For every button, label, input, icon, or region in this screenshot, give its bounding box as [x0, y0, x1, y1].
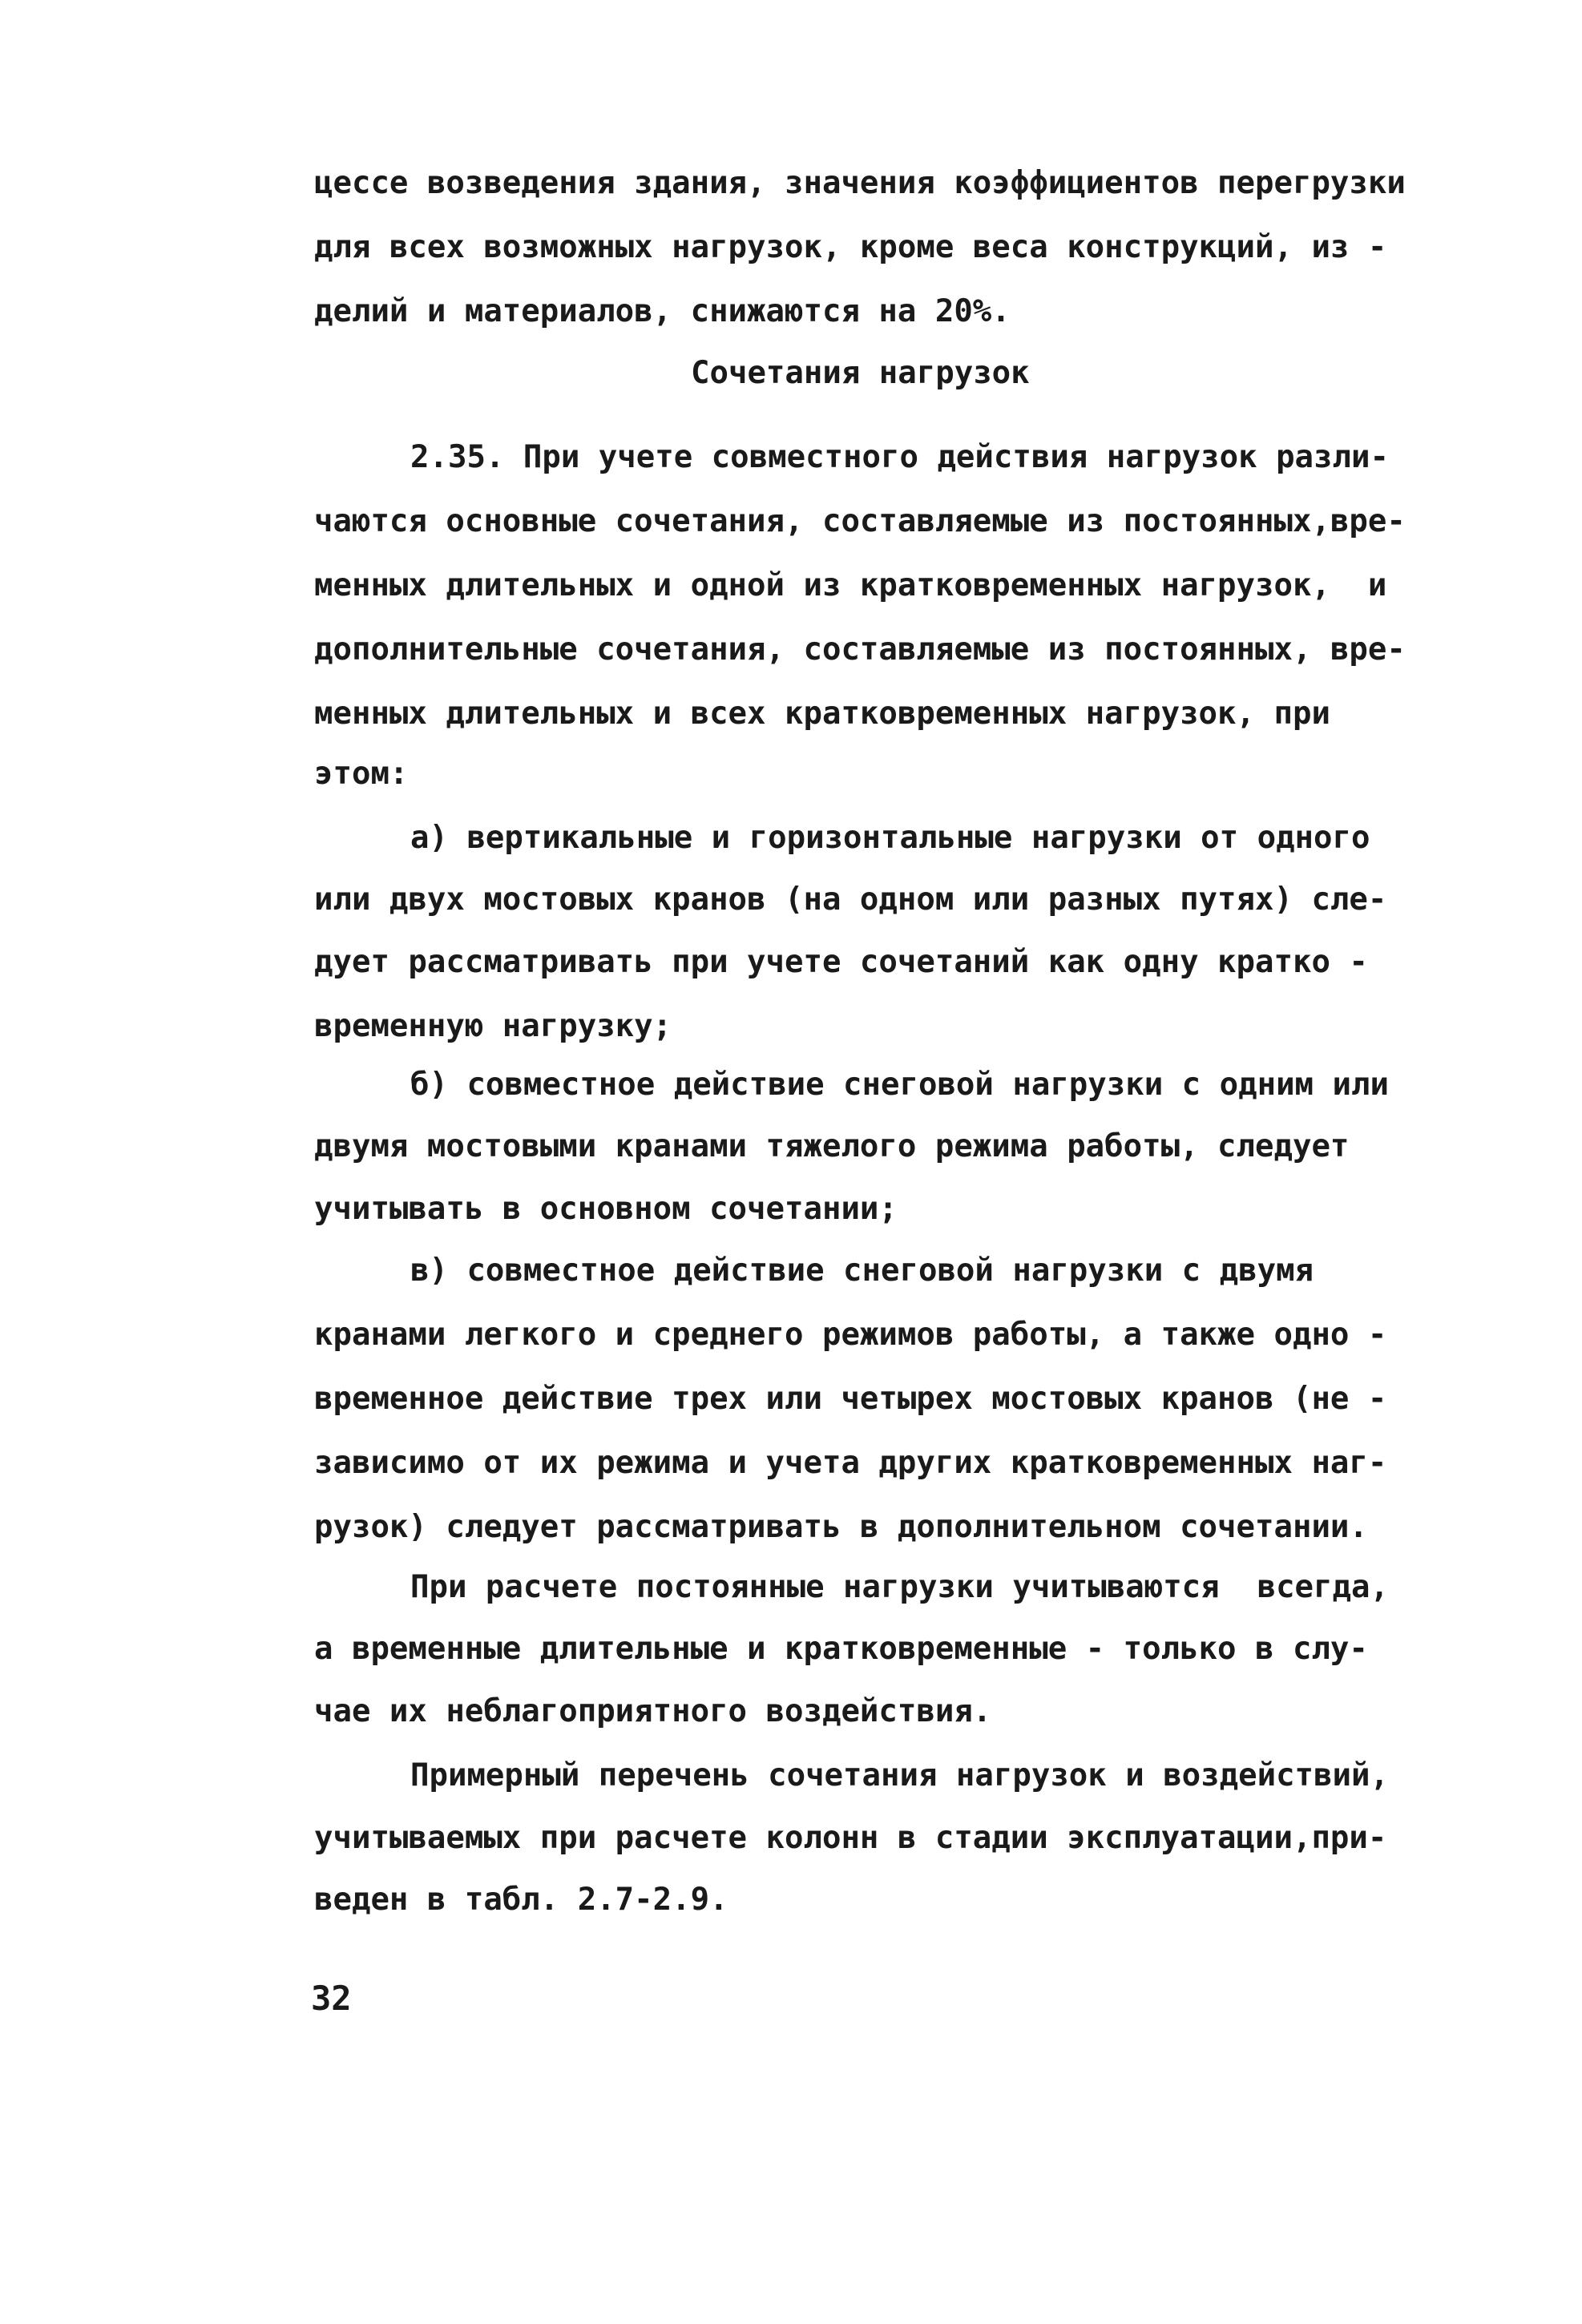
paragraph-line: 2.35. При учете совместного действия нагрузок разли-	[410, 439, 1389, 475]
list-item-a: а) вертикальные и горизонтальные нагрузки от одного	[410, 820, 1370, 856]
list-item-v: рузок) следует рассматривать в дополнительном сочетании.	[314, 1509, 1368, 1545]
page-number: 32	[311, 1979, 352, 2018]
list-item-b: учитывать в основном сочетании;	[314, 1191, 898, 1227]
list-item-b: двумя мостовыми кранами тяжелого режима работы, следует	[314, 1128, 1350, 1164]
list-item-a: временную нагрузку;	[314, 1008, 672, 1044]
text-line: цессе возведения здания, значения коэффициентов перегрузки	[314, 165, 1406, 201]
list-item-a: дует рассматривать при учете сочетаний как одну кратко -	[314, 944, 1368, 980]
paragraph-line: дополнительные сочетания, составляемые из постоянных, вре-	[314, 631, 1406, 668]
paragraph-line: чаются основные сочетания, составляемые из постоянных,вре-	[314, 503, 1406, 539]
paragraph-line: веден в табл. 2.7-2.9.	[314, 1882, 728, 1918]
paragraph-line: При расчете постоянные нагрузки учитываются всегда,	[410, 1569, 1389, 1605]
paragraph-line: учитываемых при расчете колонн в стадии эксплуатации,при-	[314, 1820, 1387, 1856]
list-item-v: зависимо от их режима и учета других кратковременных наг-	[314, 1445, 1387, 1481]
text-line: делий и материалов, снижаются на 20%.	[314, 293, 1011, 329]
text-line: для всех возможных нагрузок, кроме веса конструкций, из -	[314, 229, 1387, 265]
list-item-v: кранами легкого и среднего режимов работы, а также одно -	[314, 1317, 1387, 1353]
paragraph-line: а временные длительные и кратковременные - только в слу-	[314, 1631, 1368, 1667]
list-item-v: временное действие трех или четырех мостовых кранов (не -	[314, 1381, 1387, 1417]
paragraph-line: этом:	[314, 756, 409, 792]
paragraph-line: менных длительных и одной из кратковременных нагрузок, и	[314, 567, 1387, 603]
list-item-a: или двух мостовых кранов (на одном или разных путях) сле-	[314, 882, 1387, 918]
paragraph-line: чае их неблагоприятного воздействия.	[314, 1693, 992, 1729]
paragraph-line: Примерный перечень сочетания нагрузок и воздействий,	[410, 1757, 1389, 1793]
paragraph-line: менных длительных и всех кратковременных нагрузок, при	[314, 696, 1330, 732]
list-item-b: б) совместное действие снеговой нагрузки с одним или	[410, 1067, 1389, 1103]
list-item-v: в) совместное действие снеговой нагрузки с двумя	[410, 1253, 1314, 1289]
section-heading: Сочетания нагрузок	[691, 355, 1030, 391]
